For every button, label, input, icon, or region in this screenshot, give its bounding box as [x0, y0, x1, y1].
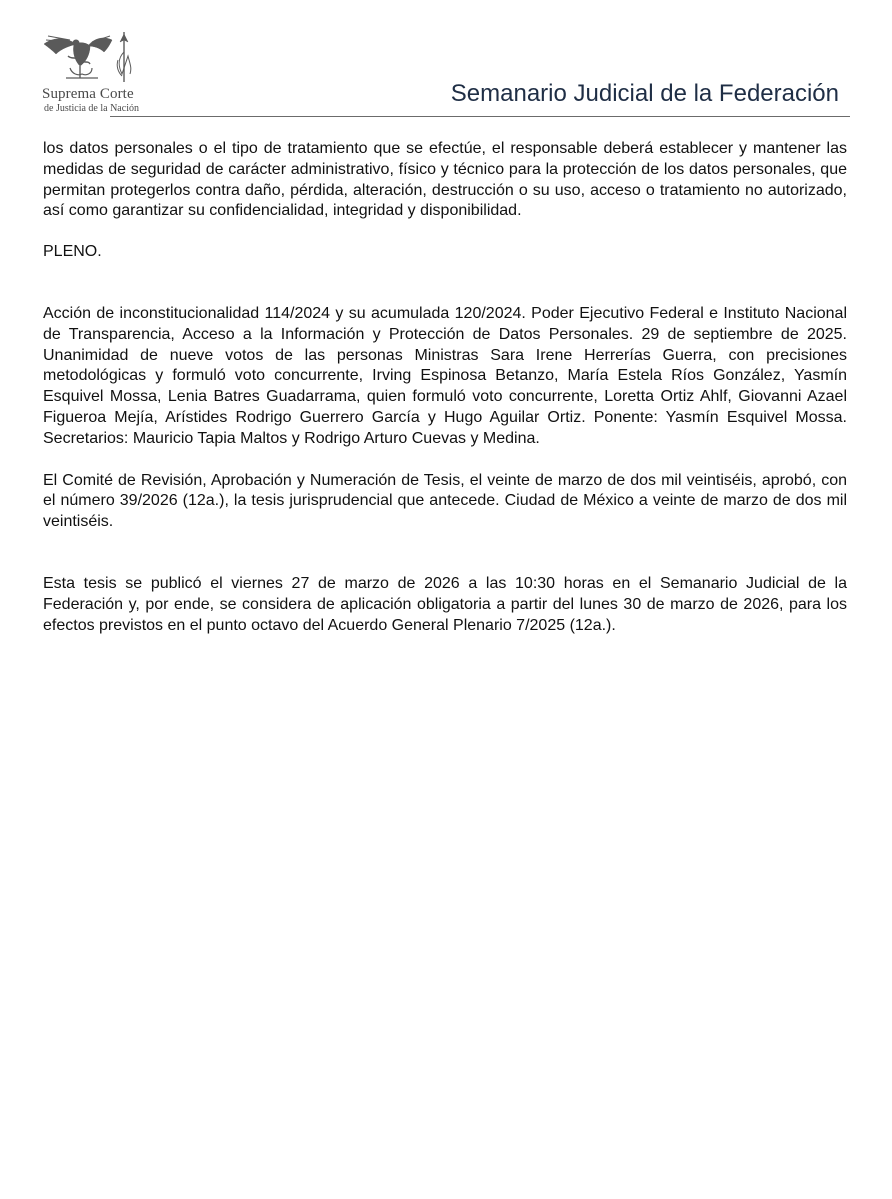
publication-title: Semanario Judicial de la Federación: [450, 80, 839, 107]
paragraph-publication: Esta tesis se publicó el viernes 27 de marzo de 2026 a las 10:30 horas en el Semanario Judicial de la Federación y, por ende, se considera de aplicación obligatoria a partir del lunes 30 de marzo de 2026, para los efectos previstos en el punto octavo del Acuerdo General Plenario 7/2025 (12a.).: [43, 574, 847, 634]
paragraph-approval: El Comité de Revisión, Aprobación y Numeración de Tesis, el veinte de marzo de dos mil veintiséis, aprobó, con el número 39/2026 (12a.), la tesis jurisprudencial que antecede. Ciudad de México a veinte de marzo de dos mil veintiséis.: [43, 471, 847, 531]
paragraph-continuation: los datos personales o el tipo de tratamiento que se efectúe, el responsable deberá establecer y mantener las medidas de seguridad de carácter administrativo, físico y técnico para la protección de los datos personales, que permitan protegerlos contra daño, pérdida, alteración, destrucción o su uso, acceso o tratamiento no autorizado, así como garantizar su confidencialidad, integridad y disponibilidad.: [43, 140, 847, 220]
logo-text-suprema-corte: Suprema Corte: [42, 86, 134, 102]
logo-text-justicia-nacion: de Justicia de la Nación: [44, 103, 139, 114]
paragraph-pleno: PLENO.: [43, 243, 102, 261]
page-header: [0, 0, 892, 118]
eagle-emblem-icon: [42, 30, 138, 86]
document-body: [43, 139, 847, 636]
scjn-logo: [40, 30, 150, 114]
header-divider: [110, 116, 850, 117]
paragraph-precedent: Acción de inconstitucionalidad 114/2024 y su acumulada 120/2024. Poder Ejecutivo Federal e Instituto Nacional de Transparencia, Acceso a la Información y Protección de Datos Personales. 29 de septiembre de 2025. Unanimidad de nueve votos de las personas Ministras Sara Irene Herrerías Guerra, con precisiones metodológicas y formuló voto concurrente, Irving Espinosa Betanzo, María Estela Ríos González, Yasmín Esquivel Mossa, Lenia Batres Guadarrama, quien formuló voto concurrente, Loretta Ortiz Ahlf, Giovanni Azael Figueroa Mejía, Arístides Rodrigo Guerrero García y Hugo Aguilar Ortiz. Ponente: Yasmín Esquivel Mossa. Secretarios: Mauricio Tapia Maltos y Rodrigo Arturo Cuevas y Medina.: [43, 304, 847, 447]
